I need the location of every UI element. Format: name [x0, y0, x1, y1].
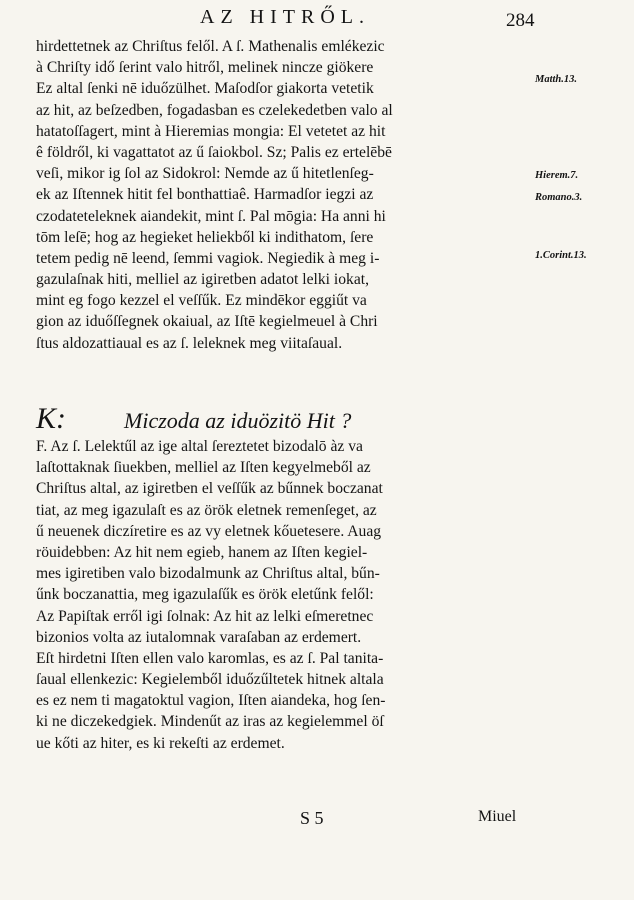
text-line: F. Az ſ. Lelektűl az ige altal ſereztetet bizodalō àz va	[36, 438, 363, 455]
text-line: ek az Iſtennek hitit fel bonthattiaê. Harmadſor iegzi az	[36, 186, 374, 204]
paragraph-2	[36, 436, 528, 754]
text-line: mint eg fogo kezzel el veſſűk. Ez mindēkor eggiűt va	[36, 292, 367, 310]
text-line: ue kőti az hiter, es ki rekeſti az erdemet.	[36, 734, 285, 752]
text-line: Chriſtus altal, az igiretben el veſſűk az bűnnek boczanat	[36, 480, 383, 498]
text-line: czodateteleknek aiandekit, mint ſ. Pal mōgia: Ha anni hi	[36, 207, 386, 225]
text-line: ſaual ellenkezic: Kegielemből iduőzűltetek hitnek altala	[36, 671, 384, 689]
text-line: gion az iduőſſegnek okaiual, az Iſtē kegielmeuel à Chri	[36, 313, 378, 331]
text-line: hirdettetnek az Chriſtus felől. A ſ. Mathenalis emlékezic	[36, 38, 385, 55]
text-line: laſtottaknak ſiuekben, melliel az Iſten kegyelmeből az	[36, 459, 371, 477]
text-line: ki ne diczekedgiek. Mindenűt az iras az kegielemmel öſ	[36, 713, 384, 731]
text-line: az hit, az beſzedben, fogadasban es czelekedetben valo al	[36, 101, 393, 119]
text-line: bizonios volta az iutalomnak varaſaban az erdemert.	[36, 628, 362, 646]
question-letter: K:	[36, 402, 66, 435]
text-line: ſtus aldozattiaual es az ſ. leleknek meg viitaſaual.	[36, 334, 343, 352]
margin-note-romans: Romano.3.	[535, 192, 583, 203]
margin-note-jeremiah: Hierem.7.	[535, 170, 579, 181]
question-heading	[36, 402, 528, 436]
paragraph-1	[36, 36, 528, 354]
text-line: hatatoſſagert, mint à Hieremias mongia: El vetetet az hit	[36, 122, 386, 140]
catchword: Miuel	[478, 808, 517, 825]
text-line: tiat, az meg igazulaſt es az örök eletnek remenſeget, az	[36, 501, 377, 519]
text-line: űnk boczanattia, meg igazulaſűk es örök eletűnk felől:	[36, 586, 374, 604]
signature-mark: S 5	[300, 808, 324, 828]
margin-note-matthew: Matth.13.	[535, 74, 578, 85]
text-line: tōm leſē; hog az hegieket heliekből ki indithatom, ſere	[36, 228, 374, 246]
text-line: tetem pedig nē leend, ſemmi vagiok. Negiedik à meg i-	[36, 249, 380, 267]
text-line: mes igiretiben valo bizodalmunk az Chriſtus altal, bűn-	[36, 565, 380, 583]
text-line: ê földről, ki vagattatot az ű ſaiokbol. Sz; Palis ez ertelēbē	[36, 143, 392, 161]
text-line: ű neuenek diczíretire es az vy eletnek kőuetesere. Auag	[36, 522, 382, 540]
text-line: Az Papiſtak erről igi ſolnak: Az hit az lelki eſmeretnec	[36, 607, 374, 625]
page-number: 284	[506, 10, 535, 31]
text-line: es ez nem ti magatoktul vagion, Iſten aiandeka, hog ſen-	[36, 692, 386, 710]
text-line: röuidebben: Az hit nem egieb, hanem az Iſten kegiel-	[36, 543, 368, 561]
margin-note-corinthians: 1.Corint.13.	[535, 250, 587, 261]
text-line: gazulaſnak hiti, melliel az igiretben adatot lelki iokat,	[36, 271, 369, 289]
text-line: Eſt hirdetni Iſten ellen valo karomlas, es az ſ. Pal tanita-	[36, 649, 384, 667]
question-text: Miczoda az iduözitö Hit ?	[124, 408, 352, 433]
text-line: veſi, mikor ig ſol az Sidokrol: Nemde az ű hitetlenſeg-	[36, 165, 374, 183]
text-line: à Chriſty idő ſerint valo hitről, melinek nincze giökere	[36, 59, 374, 77]
running-head: AZ HITRŐL.	[200, 6, 370, 28]
text-line: Ez altal ſenki nē iduőzülhet. Maſodſor giakorta vetetik	[36, 80, 374, 98]
